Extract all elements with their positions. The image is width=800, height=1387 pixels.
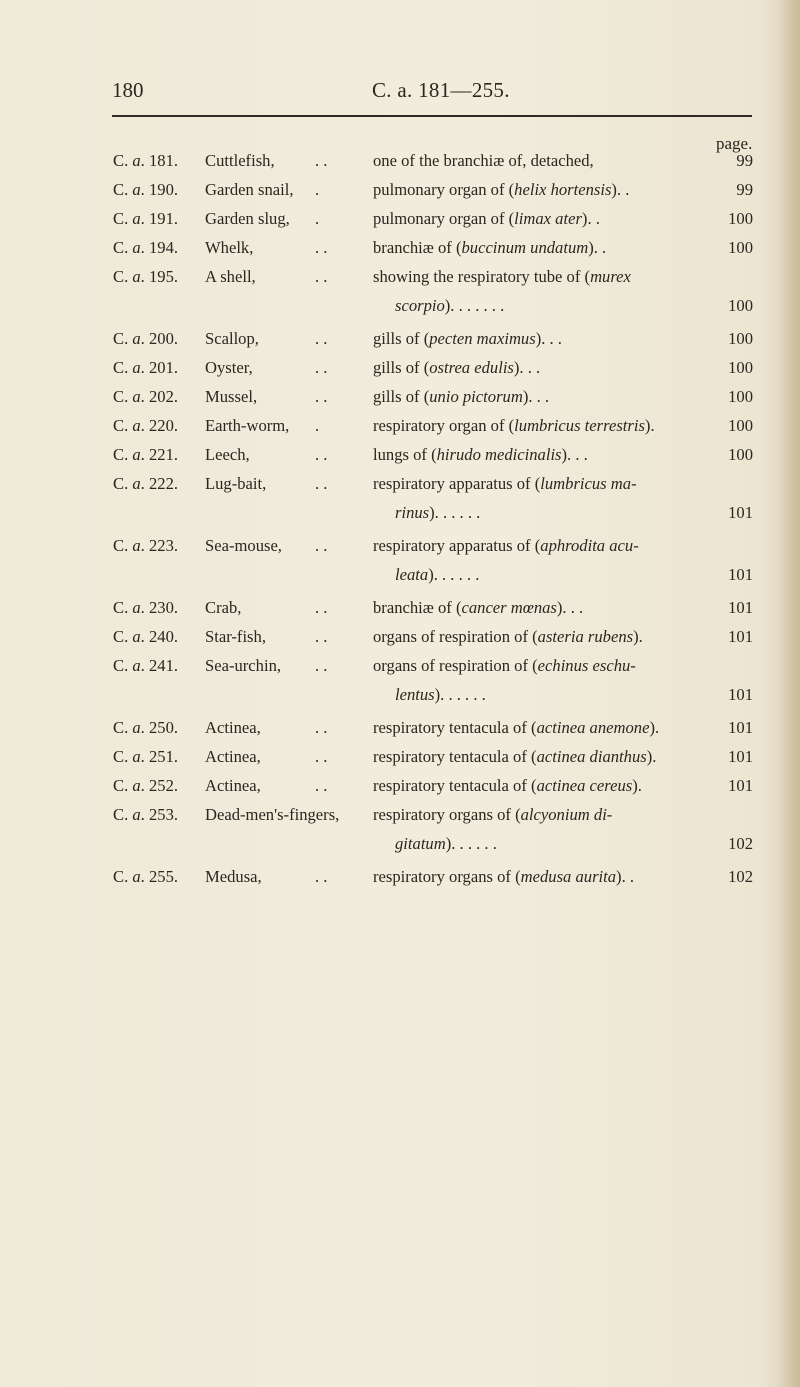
entry-specimen-name: Actinea, [205, 776, 261, 795]
entry-specimen-name: Star-fish, [205, 627, 266, 646]
entry-specimen-name: Crab, [205, 598, 242, 617]
entry-description-continuation: rinus). . . . . . [395, 503, 481, 522]
entry-reference: C. a. 181. [113, 151, 179, 170]
entry-page-number: 102 [728, 834, 753, 853]
entry-reference: C. a. 190. [113, 180, 179, 199]
entry-specimen-name: Whelk, [205, 238, 254, 257]
entry-reference: C. a. 240. [113, 627, 179, 646]
entry-page-number: 100 [728, 296, 753, 315]
entry-description-continuation: scorpio). . . . . . . [395, 296, 505, 315]
entry-specimen-name: A shell, [205, 267, 256, 286]
entry-leader-dots: . . [315, 358, 328, 377]
entry-leader-dots: . . [315, 656, 328, 675]
entry-description [373, 713, 685, 742]
entry-reference: C. a. 223. [113, 536, 179, 555]
entry-description-continuation: gitatum). . . . . . [395, 834, 497, 853]
entry-page-number: 101 [728, 503, 753, 522]
entry-description [373, 175, 685, 204]
entry-leader-dots: . . [315, 747, 328, 766]
entry-reference: C. a. 241. [113, 656, 179, 675]
entry-specimen-name: Scallop, [205, 329, 259, 348]
entry-page-number: 100 [728, 358, 753, 377]
entry-reference: C. a. 220. [113, 416, 179, 435]
entry-description-continuation: lentus). . . . . . [395, 685, 486, 704]
entry-page-number: 101 [728, 598, 753, 617]
entry-leader-dots: . . [315, 718, 328, 737]
entry-description-line: organs of respiration of (echinus eschu- [373, 656, 636, 675]
entry-leader-dots: . . [315, 267, 328, 286]
entry-leader-dots: . . [315, 445, 328, 464]
entry-description-line: respiratory tentacula of (actinea dianthus). [373, 747, 657, 766]
index-entry [0, 146, 800, 175]
index-entry [0, 353, 800, 382]
entry-reference: C. a. 194. [113, 238, 179, 257]
entry-description [373, 593, 685, 622]
entry-reference: C. a. 230. [113, 598, 179, 617]
entry-specimen-name: Earth-worm, [205, 416, 290, 435]
entry-page-number: 99 [736, 180, 753, 199]
entry-description [373, 531, 685, 589]
entry-description [373, 469, 685, 527]
entry-leader-dots: . [315, 180, 320, 199]
entry-reference: C. a. 201. [113, 358, 179, 377]
entry-specimen-name: Lug-bait, [205, 474, 267, 493]
index-entry [0, 469, 800, 527]
entry-page-number: 100 [728, 445, 753, 464]
entry-leader-dots: . . [315, 867, 328, 886]
entry-description [373, 742, 685, 771]
entry-description [373, 411, 685, 440]
entry-reference: C. a. 221. [113, 445, 179, 464]
entry-reference: C. a. 253. [113, 805, 179, 824]
entry-description-line: respiratory organs of (alcyonium di- [373, 805, 613, 824]
entry-leader-dots: . . [315, 627, 328, 646]
entry-leader-dots: . . [315, 776, 328, 795]
entry-page-number: 100 [728, 416, 753, 435]
index-entry [0, 742, 800, 771]
entry-description-line: respiratory apparatus of (aphrodita acu- [373, 536, 639, 555]
entry-specimen-name: Mussel, [205, 387, 258, 406]
index-entry [0, 531, 800, 589]
entry-reference: C. a. 250. [113, 718, 179, 737]
entry-description [373, 622, 685, 651]
entry-reference: C. a. 195. [113, 267, 179, 286]
entry-specimen-name: Oyster, [205, 358, 253, 377]
entry-leader-dots: . . [315, 598, 328, 617]
entry-page-number: 99 [736, 151, 753, 170]
entry-description [373, 800, 685, 858]
header-rule [112, 115, 752, 117]
index-entry [0, 440, 800, 469]
index-entries [0, 146, 800, 891]
entry-description [373, 440, 685, 469]
entry-specimen-name: Garden slug, [205, 209, 290, 228]
entry-description-line: pulmonary organ of (helix hortensis). . [373, 180, 630, 199]
running-head [0, 74, 800, 108]
entry-leader-dots: . . [315, 387, 328, 406]
entry-specimen-name: Dead-men's-fingers, [205, 805, 340, 824]
entry-description-line: gills of (ostrea edulis). . . [373, 358, 541, 377]
entry-description [373, 324, 685, 353]
entry-description-line: branchiæ of (buccinum undatum). . [373, 238, 607, 257]
entry-reference: C. a. 200. [113, 329, 179, 348]
entry-description-line: gills of (pecten maximus). . . [373, 329, 562, 348]
entry-leader-dots: . . [315, 329, 328, 348]
entry-specimen-name: Actinea, [205, 747, 261, 766]
entry-description-line: respiratory tentacula of (actinea cereus). [373, 776, 642, 795]
entry-reference: C. a. 251. [113, 747, 179, 766]
running-title: C. a. 181—255. [372, 78, 510, 102]
entry-page-number: 101 [728, 747, 753, 766]
page-column-heading: page. [716, 134, 753, 153]
entry-description-line: respiratory tentacula of (actinea anemone). [373, 718, 660, 737]
entry-specimen-name: Sea-mouse, [205, 536, 282, 555]
index-entry [0, 204, 800, 233]
entry-description [373, 353, 685, 382]
entry-reference: C. a. 191. [113, 209, 179, 228]
entry-leader-dots: . [315, 416, 320, 435]
entry-description-line: respiratory organs of (medusa aurita). . [373, 867, 635, 886]
index-entry [0, 233, 800, 262]
entry-reference: C. a. 252. [113, 776, 179, 795]
entry-specimen-name: Medusa, [205, 867, 262, 886]
entry-description [373, 262, 685, 320]
entry-page-number: 100 [728, 238, 753, 257]
index-entry [0, 713, 800, 742]
entry-description-line: respiratory organ of (lumbricus terrestris). [373, 416, 655, 435]
entry-page-number: 101 [728, 718, 753, 737]
entry-specimen-name: Actinea, [205, 718, 261, 737]
entry-description [373, 651, 685, 709]
index-entry [0, 324, 800, 353]
entry-reference: C. a. 222. [113, 474, 179, 493]
index-entry [0, 175, 800, 204]
entry-page-number: 101 [728, 776, 753, 795]
entry-description-line: pulmonary organ of (limax ater). . [373, 209, 600, 228]
entry-description-line: respiratory apparatus of (lumbricus ma- [373, 474, 637, 493]
entry-description-line: organs of respiration of (asteria rubens). [373, 627, 643, 646]
entry-specimen-name: Garden snail, [205, 180, 294, 199]
entry-page-number: 101 [728, 565, 753, 584]
entry-specimen-name: Sea-urchin, [205, 656, 282, 675]
index-entry [0, 651, 800, 709]
entry-description-line: gills of (unio pictorum). . . [373, 387, 550, 406]
entry-page-number: 102 [728, 867, 753, 886]
entry-specimen-name: Leech, [205, 445, 250, 464]
entry-leader-dots: . [315, 209, 320, 228]
entry-description-line: showing the respiratory tube of (murex [373, 267, 631, 286]
entry-leader-dots: . . [315, 238, 328, 257]
entry-description [373, 862, 685, 891]
index-entry [0, 262, 800, 320]
index-entry [0, 862, 800, 891]
index-entry [0, 593, 800, 622]
entry-page-number: 101 [728, 627, 753, 646]
page-number: 180 [112, 78, 144, 102]
entry-page-number: 100 [728, 329, 753, 348]
entry-leader-dots: . . [315, 474, 328, 493]
index-entry [0, 800, 800, 858]
entry-leader-dots: . . [315, 536, 328, 555]
entry-description [373, 233, 685, 262]
entry-description-line: lungs of (hirudo medicinalis). . . [373, 445, 588, 464]
entry-description [373, 771, 685, 800]
entry-description-continuation: leata). . . . . . [395, 565, 480, 584]
entry-description [373, 204, 685, 233]
entry-leader-dots: . . [315, 151, 328, 170]
entry-description [373, 382, 685, 411]
entry-description-line: branchiæ of (cancer mœnas). . . [373, 598, 584, 617]
index-entry [0, 771, 800, 800]
entry-reference: C. a. 255. [113, 867, 179, 886]
entry-page-number: 100 [728, 209, 753, 228]
index-entry [0, 411, 800, 440]
entry-description [373, 146, 685, 175]
entry-specimen-name: Cuttlefish, [205, 151, 275, 170]
entry-page-number: 101 [728, 685, 753, 704]
index-entry [0, 622, 800, 651]
index-entry [0, 382, 800, 411]
entry-description-line: one of the branchiæ of, detached, [373, 151, 594, 170]
entry-page-number: 100 [728, 387, 753, 406]
entry-reference: C. a. 202. [113, 387, 179, 406]
